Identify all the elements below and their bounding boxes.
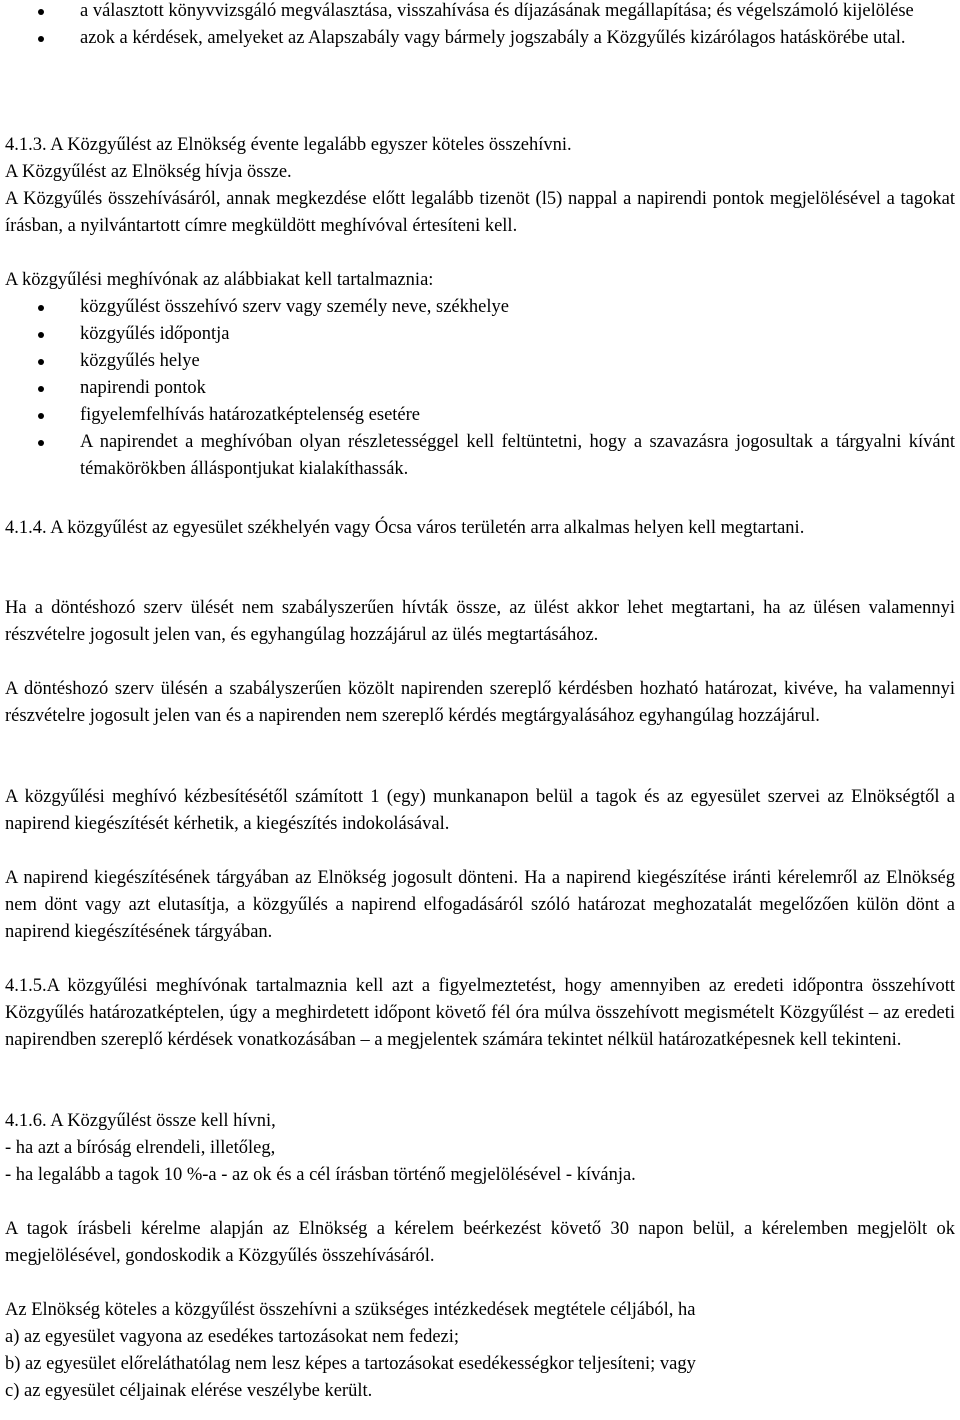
paragraph-irregular-meeting: Ha a döntéshozó szerv ülését nem szabályszerűen hívták össze, az ülést akkor lehet megtartani, ha az ülésen valamennyi részvételre jogosult jelen van, és egyhangúlag hozzájárul az ülés megtartásához. bbox=[5, 598, 955, 645]
paragraph-supplement-request: A közgyűlési meghívó kézbesítésétől számított 1 (egy) munkanapon belül a tagok és az egyesület szervei az Elnökségtől a napirend kiegészítését kérhetik, a kiegészítés indokolásával. bbox=[5, 787, 955, 834]
paragraph-agenda-decisions: A döntéshozó szerv ülésén a szabályszerűen közölt napirenden szereplő kérdésben hozható határozat, kivéve, ha valamennyi részvételre jogosult jelen van és a napirenden nem szereplő kérdés megtárgyalásához egyhangúlag hozzájárul. bbox=[5, 679, 955, 726]
paragraph-4-1-5: 4.1.5.A közgyűlési meghívónak tartalmaznia kell azt a figyelmeztetést, hogy amennyiben az eredeti időpontra összehívott Közgyűlés határozatképtelen, úgy a meghirdetett időpont követő fél óra múlva összehívott megismételt Közgyűlést – az eredeti napirendben szereplő kérdések vonatkozásában – a megjelentek számára tekintet nélkül határozatképesnek kell tekinteni. bbox=[5, 976, 955, 1050]
list-item: közgyűlést összehívó szerv vagy személy neve, székhelye bbox=[0, 294, 955, 321]
paragraph-4-1-3: 4.1.3. A Közgyűlést az Elnökség évente legalább egyszer köteles összehívni. bbox=[5, 135, 572, 155]
text-line: Az Elnökség köteles a közgyűlést összehívni a szükséges intézkedések megtétele céljából, ha bbox=[5, 1300, 696, 1320]
paragraph-convener: A Közgyűlést az Elnökség hívja össze. bbox=[5, 162, 292, 182]
paragraph-supplement-decision: A napirend kiegészítésének tárgyában az Elnökség jogosult dönteni. Ha a napirend kiegészítése iránti kérelemről az Elnökség nem dönt vagy azt elutasítja, a közgyűlés a napirend elfogadásáról szóló határozat meghozatalát megelőzően külön dönt a napirend kiegészítésének tárgyában. bbox=[5, 868, 955, 942]
paragraph-invitation-contents-intro: A közgyűlési meghívónak az alábbiakat kell tartalmaznia: bbox=[5, 270, 434, 290]
list-item: közgyűlés időpontja bbox=[0, 321, 955, 348]
list-item: napirendi pontok bbox=[0, 375, 955, 402]
paragraph-4-1-6 bbox=[5, 1108, 955, 1189]
invitation-contents-list bbox=[0, 294, 955, 483]
text-line: - ha azt a bíróság elrendeli, illetőleg, bbox=[5, 1138, 276, 1158]
paragraph-invitation-notice: A Közgyűlés összehívásáról, annak megkezdése előtt legalább tizenöt (l5) nappal a napirendi pontok megjelölésével a tagokat írásban, a nyilvántartott címre megküldött meghívóval értesíteni kell. bbox=[5, 189, 955, 236]
top-bullet-list bbox=[0, 0, 955, 52]
list-item: figyelemfelhívás határozatképtelenség esetére bbox=[0, 402, 955, 429]
text-line: 4.1.6. A Közgyűlést össze kell hívni, bbox=[5, 1111, 276, 1131]
text-line: c) az egyesület céljainak elérése veszélybe került. bbox=[5, 1381, 373, 1401]
paragraph-written-request: A tagok írásbeli kérelme alapján az Elnökség a kérelem beérkezést követő 30 napon belül, a kérelemben megjelölt ok megjelölésével, gondoskodik a Közgyűlés összehívásáról. bbox=[5, 1219, 955, 1266]
list-item: A napirendet a meghívóban olyan részletességgel kell feltüntetni, hogy a szavazásra jogosultak a tárgyalni kívánt témakörökben álláspontjukat kialakíthassák. bbox=[0, 429, 955, 483]
list-item: közgyűlés helye bbox=[0, 348, 955, 375]
text-line: b) az egyesület előreláthatólag nem lesz képes a tartozásokat esedékességkor teljesíteni; vagy bbox=[5, 1354, 696, 1374]
text-line: - ha legalább a tagok 10 %-a - az ok és a cél írásban történő megjelölésével - kívánja. bbox=[5, 1165, 636, 1185]
list-item: azok a kérdések, amelyeket az Alapszabály vagy bármely jogszabály a Közgyűlés kizárólagos hatáskörébe utal. bbox=[0, 25, 955, 52]
list-item: a választott könyvvizsgáló megválasztása, visszahívása és díjazásának megállapítása; és végelszámoló kijelölése bbox=[0, 0, 955, 25]
text-line: a) az egyesület vagyona az esedékes tartozásokat nem fedezi; bbox=[5, 1327, 460, 1347]
paragraph-4-1-4: 4.1.4. A közgyűlést az egyesület székhelyén vagy Ócsa város területén arra alkalmas helyen kell megtartani. bbox=[5, 518, 805, 538]
paragraph-mandatory-convening bbox=[5, 1297, 955, 1405]
